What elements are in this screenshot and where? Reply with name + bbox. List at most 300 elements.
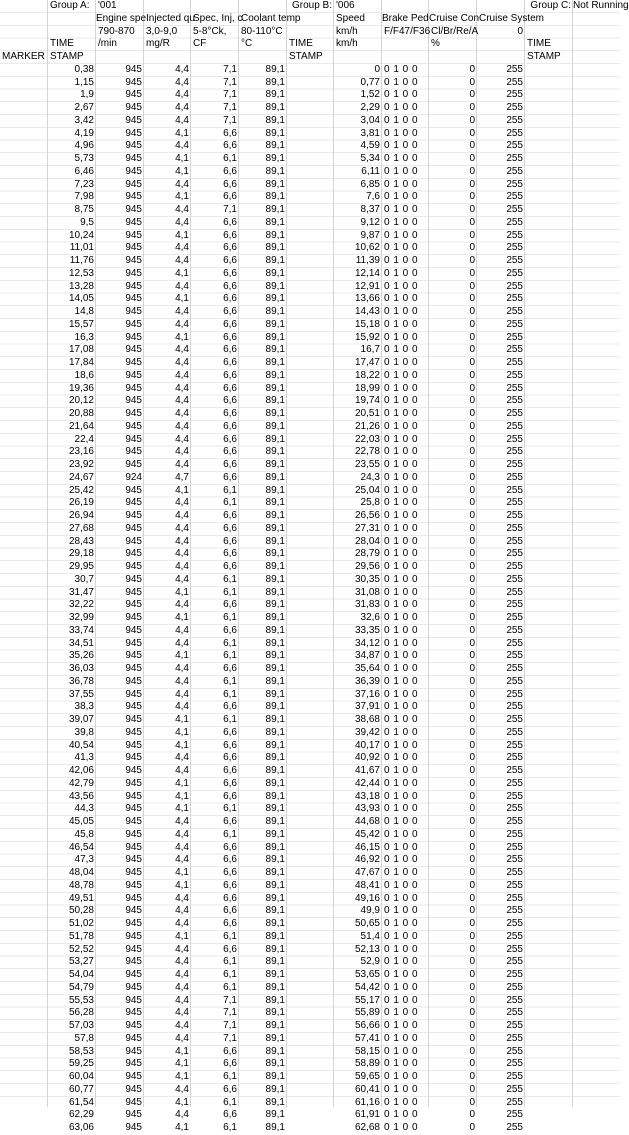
data-cell[interactable]: 4,4 — [175, 561, 189, 572]
data-cell[interactable]: 34,51 — [68, 637, 94, 649]
data-cell[interactable]: 4,4 — [175, 828, 189, 840]
data-cell[interactable]: 6,6 — [223, 943, 237, 955]
data-cell[interactable]: 4,1 — [175, 484, 189, 496]
data-cell[interactable]: 89,1 — [265, 1058, 285, 1070]
data-cell[interactable]: 7,23 — [74, 178, 94, 190]
data-cell[interactable]: 52,13 — [354, 943, 380, 955]
data-cell[interactable]: 255 — [506, 586, 523, 598]
data-cell[interactable]: 89,1 — [265, 981, 285, 993]
data-cell[interactable]: 0 1 0 0 — [384, 854, 419, 866]
data-cell[interactable]: 0 — [469, 714, 475, 725]
data-cell[interactable]: 41,3 — [74, 752, 94, 764]
data-cell[interactable]: 6,6 — [223, 471, 237, 483]
data-cell[interactable]: 0 1 0 0 — [384, 650, 419, 662]
data-cell[interactable]: 50,28 — [68, 905, 94, 917]
data-cell[interactable]: 255 — [506, 777, 523, 789]
data-cell[interactable]: 945 — [125, 433, 142, 445]
data-cell[interactable]: 0 1 0 0 — [384, 306, 419, 317]
data-cell[interactable]: 4,4 — [175, 114, 189, 126]
data-cell[interactable]: 0 — [469, 548, 475, 560]
header-cell[interactable]: TIME — [289, 38, 313, 50]
header-cell[interactable]: km/h — [336, 38, 358, 50]
data-cell[interactable]: 0 1 0 0 — [384, 535, 419, 547]
header-cell[interactable]: STAMP — [50, 51, 84, 62]
data-cell[interactable]: 27,31 — [354, 522, 380, 534]
data-cell[interactable]: 945 — [125, 816, 142, 827]
data-cell[interactable]: 0 — [469, 1109, 475, 1121]
data-cell[interactable]: 6,6 — [223, 535, 237, 547]
data-cell[interactable]: 0 — [469, 357, 475, 368]
data-cell[interactable]: 6,1 — [223, 650, 237, 662]
data-cell[interactable]: 6,6 — [223, 306, 237, 317]
data-cell[interactable]: 8,37 — [360, 204, 380, 215]
data-cell[interactable]: 4,4 — [175, 369, 189, 381]
data-cell[interactable]: 255 — [506, 765, 523, 776]
data-cell[interactable]: 22,4 — [74, 433, 94, 445]
data-cell[interactable]: 0 1 0 0 — [384, 318, 419, 330]
data-cell[interactable]: 0 1 0 0 — [384, 484, 419, 496]
data-cell[interactable]: 255 — [506, 994, 523, 1006]
header-cell[interactable]: % — [431, 38, 440, 50]
data-cell[interactable]: 4,4 — [175, 395, 189, 407]
data-cell[interactable]: 38,3 — [74, 701, 94, 713]
data-cell[interactable]: 255 — [506, 191, 523, 203]
data-cell[interactable]: 89,1 — [265, 484, 285, 496]
data-cell[interactable]: 32,6 — [360, 612, 380, 623]
data-cell[interactable]: 0 1 0 0 — [384, 790, 419, 802]
data-cell[interactable]: 89,1 — [265, 102, 285, 113]
data-cell[interactable]: 89,1 — [265, 344, 285, 356]
data-cell[interactable]: 0 1 0 0 — [384, 1045, 419, 1057]
data-cell[interactable]: 89,1 — [265, 535, 285, 547]
data-cell[interactable]: 255 — [506, 752, 523, 764]
data-cell[interactable]: 2,29 — [360, 102, 380, 113]
data-cell[interactable]: 15,57 — [68, 318, 94, 330]
data-cell[interactable]: 0 — [469, 701, 475, 713]
data-cell[interactable]: 43,18 — [354, 790, 380, 802]
data-cell[interactable]: 89,1 — [265, 255, 285, 266]
data-cell[interactable]: 945 — [125, 1032, 142, 1044]
data-cell[interactable]: 46,54 — [68, 841, 94, 853]
data-cell[interactable]: 0 — [469, 752, 475, 764]
data-cell[interactable]: 8,75 — [74, 204, 94, 215]
data-cell[interactable]: 945 — [125, 675, 142, 687]
data-cell[interactable]: 255 — [506, 344, 523, 356]
header-cell[interactable]: TIME — [50, 38, 74, 50]
data-cell[interactable]: 89,1 — [265, 994, 285, 1006]
data-cell[interactable]: 89,1 — [265, 867, 285, 878]
data-cell[interactable]: 0 1 0 0 — [384, 918, 419, 929]
data-cell[interactable]: 18,22 — [354, 369, 380, 381]
data-cell[interactable]: 4,4 — [175, 204, 189, 215]
data-cell[interactable]: 6,6 — [223, 918, 237, 929]
data-cell[interactable]: 255 — [506, 318, 523, 330]
data-cell[interactable]: 4,4 — [175, 752, 189, 764]
data-cell[interactable]: 89,1 — [265, 446, 285, 458]
data-cell[interactable]: 255 — [506, 165, 523, 177]
data-cell[interactable]: 45,05 — [68, 816, 94, 827]
data-cell[interactable]: 54,04 — [68, 969, 94, 980]
data-cell[interactable]: 34,12 — [354, 637, 380, 649]
data-cell[interactable]: 945 — [125, 1122, 142, 1133]
data-cell[interactable]: 7,1 — [223, 1007, 237, 1019]
data-cell[interactable]: 4,4 — [175, 688, 189, 700]
data-cell[interactable]: 945 — [125, 522, 142, 534]
data-cell[interactable]: 2,67 — [74, 102, 94, 113]
data-cell[interactable]: 6,6 — [223, 1083, 237, 1095]
data-cell[interactable]: 0 1 0 0 — [384, 1096, 419, 1108]
data-cell[interactable]: 6,1 — [223, 828, 237, 840]
data-cell[interactable]: 89,1 — [265, 433, 285, 445]
data-cell[interactable]: 4,1 — [175, 726, 189, 738]
data-cell[interactable]: 89,1 — [265, 637, 285, 649]
data-cell[interactable]: 0 1 0 0 — [384, 433, 419, 445]
data-cell[interactable]: 6,6 — [223, 395, 237, 407]
data-cell[interactable]: 0 — [469, 637, 475, 649]
data-cell[interactable]: 255 — [506, 280, 523, 292]
data-cell[interactable]: 89,1 — [265, 1109, 285, 1121]
data-cell[interactable]: 59,65 — [354, 1071, 380, 1082]
data-cell[interactable]: 6,85 — [360, 178, 380, 190]
data-cell[interactable]: 0 1 0 0 — [384, 777, 419, 789]
data-cell[interactable]: 4,4 — [175, 599, 189, 611]
data-cell[interactable]: 4,1 — [175, 1071, 189, 1082]
data-cell[interactable]: 1,52 — [360, 89, 380, 101]
data-cell[interactable]: 255 — [506, 63, 523, 75]
header-cell[interactable]: Cruise System — [479, 12, 545, 24]
data-cell[interactable]: 255 — [506, 408, 523, 419]
data-cell[interactable]: 0 1 0 0 — [384, 905, 419, 917]
data-cell[interactable]: 38,68 — [354, 714, 380, 725]
data-cell[interactable]: 0 — [469, 267, 475, 279]
data-cell[interactable]: 89,1 — [265, 1020, 285, 1031]
data-cell[interactable]: 41,67 — [354, 765, 380, 776]
data-cell[interactable]: 22,78 — [354, 446, 380, 458]
data-cell[interactable]: 255 — [506, 433, 523, 445]
header-cell[interactable]: °C — [241, 38, 253, 50]
data-cell[interactable]: 945 — [125, 918, 142, 929]
data-cell[interactable]: 25,04 — [354, 484, 380, 496]
data-cell[interactable]: 9,12 — [360, 216, 380, 228]
data-cell[interactable]: 4,1 — [175, 293, 189, 305]
data-cell[interactable]: 27,68 — [68, 522, 94, 534]
header-cell[interactable]: mg/R — [146, 38, 170, 50]
data-cell[interactable]: 4,1 — [175, 229, 189, 241]
header-cell[interactable]: CF — [193, 38, 207, 50]
data-cell[interactable]: 55,89 — [354, 1007, 380, 1019]
data-cell[interactable]: 4,4 — [175, 573, 189, 585]
data-cell[interactable]: 0 1 0 0 — [384, 828, 419, 840]
data-cell[interactable]: 255 — [506, 675, 523, 687]
data-cell[interactable]: 22,03 — [354, 433, 380, 445]
data-cell[interactable]: 0 — [469, 930, 475, 942]
header-cell[interactable]: Cruise Con — [429, 12, 480, 24]
data-cell[interactable]: 89,1 — [265, 216, 285, 228]
data-cell[interactable]: 20,88 — [68, 408, 94, 419]
data-cell[interactable]: 0 — [469, 497, 475, 509]
data-cell[interactable]: 255 — [506, 688, 523, 700]
data-cell[interactable]: 0 — [469, 1083, 475, 1095]
data-cell[interactable]: 4,4 — [175, 497, 189, 509]
data-cell[interactable]: 0 — [469, 420, 475, 432]
data-cell[interactable]: 6,6 — [223, 318, 237, 330]
data-cell[interactable]: 20,12 — [68, 395, 94, 407]
data-cell[interactable]: 0 1 0 0 — [384, 63, 419, 75]
data-cell[interactable]: 945 — [125, 599, 142, 611]
data-cell[interactable]: 0 1 0 0 — [384, 688, 419, 700]
data-cell[interactable]: 255 — [506, 905, 523, 917]
data-cell[interactable]: 49,9 — [360, 905, 380, 917]
data-cell[interactable]: 255 — [506, 1083, 523, 1095]
data-cell[interactable]: 11,39 — [355, 255, 380, 266]
data-cell[interactable]: 0 1 0 0 — [384, 930, 419, 942]
data-cell[interactable]: 10,62 — [354, 242, 380, 254]
data-cell[interactable]: 4,4 — [175, 765, 189, 776]
data-cell[interactable]: 26,19 — [68, 497, 94, 509]
data-cell[interactable]: 4,4 — [175, 357, 189, 368]
header-cell[interactable]: Not Running — [573, 0, 629, 11]
data-cell[interactable]: 255 — [506, 981, 523, 993]
data-cell[interactable]: 945 — [125, 841, 142, 853]
data-cell[interactable]: 945 — [125, 765, 142, 776]
data-cell[interactable]: 0 — [469, 1020, 475, 1031]
data-cell[interactable]: 0 1 0 0 — [384, 956, 419, 968]
data-cell[interactable]: 4,4 — [175, 675, 189, 687]
data-cell[interactable]: 6,1 — [223, 714, 237, 725]
data-cell[interactable]: 6,6 — [223, 816, 237, 827]
header-cell[interactable]: 790-870 — [98, 25, 135, 37]
data-cell[interactable]: 0 — [469, 191, 475, 203]
data-cell[interactable]: 6,1 — [223, 956, 237, 968]
data-cell[interactable]: 4,4 — [175, 89, 189, 101]
data-cell[interactable]: 0 — [469, 446, 475, 458]
data-cell[interactable]: 0 — [469, 879, 475, 891]
data-cell[interactable]: 6,6 — [223, 165, 237, 177]
data-cell[interactable]: 4,4 — [175, 624, 189, 636]
data-cell[interactable]: 89,1 — [265, 382, 285, 394]
data-cell[interactable]: 255 — [506, 726, 523, 738]
data-cell[interactable]: 4,4 — [175, 459, 189, 470]
data-cell[interactable]: 89,1 — [265, 497, 285, 509]
data-cell[interactable]: 945 — [125, 382, 142, 394]
data-cell[interactable]: 46,15 — [354, 841, 380, 853]
data-cell[interactable]: 17,84 — [68, 357, 94, 368]
data-cell[interactable]: 42,44 — [354, 777, 380, 789]
data-cell[interactable]: 62,29 — [68, 1109, 94, 1121]
data-cell[interactable]: 255 — [506, 1122, 523, 1133]
data-cell[interactable]: 0 1 0 0 — [384, 701, 419, 713]
data-cell[interactable]: 0 1 0 0 — [384, 663, 419, 674]
data-cell[interactable]: 945 — [125, 1083, 142, 1095]
data-cell[interactable]: 0 — [469, 599, 475, 611]
data-cell[interactable]: 40,17 — [354, 739, 380, 751]
data-cell[interactable]: 19,36 — [68, 382, 94, 394]
data-cell[interactable]: 7,1 — [223, 102, 237, 113]
data-cell[interactable]: 945 — [125, 229, 142, 241]
data-cell[interactable]: 6,6 — [223, 561, 237, 572]
data-cell[interactable]: 255 — [506, 306, 523, 317]
data-cell[interactable]: 12,53 — [68, 267, 94, 279]
data-cell[interactable]: 255 — [506, 816, 523, 827]
data-cell[interactable]: 0 1 0 0 — [384, 89, 419, 101]
data-cell[interactable]: 945 — [125, 127, 142, 139]
data-cell[interactable]: 4,4 — [175, 701, 189, 713]
data-cell[interactable]: 25,42 — [68, 484, 94, 496]
data-cell[interactable]: 89,1 — [265, 803, 285, 815]
data-cell[interactable]: 0 1 0 0 — [384, 255, 419, 266]
data-cell[interactable]: 945 — [125, 854, 142, 866]
data-cell[interactable]: 255 — [506, 956, 523, 968]
data-cell[interactable]: 6,1 — [223, 1096, 237, 1108]
data-cell[interactable]: 0 — [469, 408, 475, 419]
data-cell[interactable]: 0 — [469, 1058, 475, 1070]
data-cell[interactable]: 89,1 — [265, 204, 285, 215]
data-cell[interactable]: 7,1 — [223, 204, 237, 215]
data-cell[interactable]: 0 1 0 0 — [384, 459, 419, 470]
data-cell[interactable]: 0 — [469, 229, 475, 241]
data-cell[interactable]: 4,1 — [175, 879, 189, 891]
data-cell[interactable]: 7,1 — [223, 76, 237, 88]
data-cell[interactable]: 89,1 — [265, 280, 285, 292]
data-cell[interactable]: 13,66 — [354, 293, 380, 305]
data-cell[interactable]: 255 — [506, 599, 523, 611]
data-cell[interactable]: 0 — [469, 102, 475, 113]
data-cell[interactable]: 0 1 0 0 — [384, 471, 419, 483]
header-cell[interactable]: MARKER — [2, 51, 45, 62]
data-cell[interactable]: 54,79 — [68, 981, 94, 993]
data-cell[interactable]: 6,6 — [223, 369, 237, 381]
data-cell[interactable]: 0 — [469, 76, 475, 88]
data-cell[interactable]: 0 1 0 0 — [384, 841, 419, 853]
data-cell[interactable]: 58,89 — [354, 1058, 380, 1070]
data-cell[interactable]: 0 — [469, 114, 475, 126]
data-cell[interactable]: 51,78 — [68, 930, 94, 942]
data-cell[interactable]: 0 1 0 0 — [384, 816, 419, 827]
data-cell[interactable]: 255 — [506, 255, 523, 266]
data-cell[interactable]: 945 — [125, 637, 142, 649]
data-cell[interactable]: 255 — [506, 943, 523, 955]
data-cell[interactable]: 33,74 — [68, 624, 94, 636]
data-cell[interactable]: 6,6 — [223, 663, 237, 674]
header-cell[interactable]: Brake Ped — [382, 12, 429, 24]
header-cell[interactable]: Group B: — [291, 0, 332, 11]
data-cell[interactable]: 6,1 — [223, 573, 237, 585]
data-cell[interactable]: 4,4 — [175, 216, 189, 228]
header-cell[interactable]: 80-110°C — [241, 25, 283, 37]
data-cell[interactable]: 89,1 — [265, 1071, 285, 1082]
data-cell[interactable]: 60,41 — [354, 1083, 380, 1095]
data-cell[interactable]: 0 1 0 0 — [384, 420, 419, 432]
data-cell[interactable]: 4,4 — [175, 306, 189, 317]
data-cell[interactable]: 6,6 — [223, 1045, 237, 1057]
data-cell[interactable]: 0 1 0 0 — [384, 726, 419, 738]
data-cell[interactable]: 4,4 — [175, 535, 189, 547]
data-cell[interactable]: 255 — [506, 624, 523, 636]
data-cell[interactable]: 40,92 — [354, 752, 380, 764]
data-cell[interactable]: 28,79 — [354, 548, 380, 560]
data-cell[interactable]: 0 — [469, 471, 475, 483]
data-cell[interactable]: 89,1 — [265, 663, 285, 674]
data-cell[interactable]: 6,6 — [223, 140, 237, 152]
data-cell[interactable]: 0 1 0 0 — [384, 408, 419, 419]
data-cell[interactable]: 4,4 — [175, 344, 189, 356]
data-cell[interactable]: 255 — [506, 561, 523, 572]
data-cell[interactable]: 54,42 — [354, 981, 380, 993]
data-cell[interactable]: 6,11 — [361, 165, 380, 177]
data-cell[interactable]: 7,6 — [366, 191, 380, 203]
data-cell[interactable]: 89,1 — [265, 1045, 285, 1057]
data-cell[interactable]: 0 1 0 0 — [384, 969, 419, 980]
data-cell[interactable]: 0 — [469, 1007, 475, 1019]
data-cell[interactable]: 29,95 — [68, 561, 94, 572]
data-cell[interactable]: 35,26 — [68, 650, 94, 662]
data-cell[interactable]: 23,16 — [68, 446, 94, 458]
data-cell[interactable]: 0 — [469, 956, 475, 968]
data-cell[interactable]: 24,67 — [68, 471, 94, 483]
data-cell[interactable]: 255 — [506, 127, 523, 139]
data-cell[interactable]: 0 1 0 0 — [384, 204, 419, 215]
data-cell[interactable]: 945 — [125, 535, 142, 547]
data-cell[interactable]: 0 — [469, 994, 475, 1006]
data-cell[interactable]: 57,03 — [68, 1020, 94, 1031]
data-cell[interactable]: 945 — [125, 1020, 142, 1031]
data-cell[interactable]: 0 — [469, 255, 475, 266]
data-cell[interactable]: 945 — [125, 1096, 142, 1108]
data-cell[interactable]: 4,4 — [175, 280, 189, 292]
data-cell[interactable]: 6,1 — [223, 637, 237, 649]
data-cell[interactable]: 255 — [506, 76, 523, 88]
data-cell[interactable]: 945 — [125, 663, 142, 674]
data-cell[interactable]: 7,1 — [223, 1032, 237, 1044]
data-cell[interactable]: 89,1 — [265, 1032, 285, 1044]
data-cell[interactable]: 14,8 — [74, 306, 94, 317]
data-cell[interactable]: 0 1 0 0 — [384, 76, 419, 88]
data-cell[interactable]: 0 1 0 0 — [384, 714, 419, 725]
data-cell[interactable]: 255 — [506, 573, 523, 585]
data-cell[interactable]: 3,42 — [74, 114, 94, 126]
data-cell[interactable]: 4,4 — [175, 854, 189, 866]
data-cell[interactable]: 6,6 — [223, 624, 237, 636]
data-cell[interactable]: 255 — [506, 841, 523, 853]
data-cell[interactable]: 945 — [125, 369, 142, 381]
data-cell[interactable]: 0 1 0 0 — [384, 624, 419, 636]
data-cell[interactable]: 18,6 — [74, 369, 94, 381]
data-cell[interactable]: 89,1 — [265, 510, 285, 521]
data-cell[interactable]: 945 — [125, 969, 142, 980]
data-cell[interactable]: 255 — [506, 535, 523, 547]
data-cell[interactable]: 6,1 — [223, 497, 237, 509]
data-cell[interactable]: 31,08 — [354, 586, 380, 598]
data-cell[interactable]: 89,1 — [265, 293, 285, 305]
data-cell[interactable]: 89,1 — [265, 165, 285, 177]
data-cell[interactable]: 945 — [125, 102, 142, 113]
data-cell[interactable]: 89,1 — [265, 267, 285, 279]
data-cell[interactable]: 89,1 — [265, 943, 285, 955]
data-cell[interactable]: 4,4 — [175, 408, 189, 419]
data-cell[interactable]: 0 — [469, 382, 475, 394]
data-cell[interactable]: 89,1 — [265, 828, 285, 840]
data-cell[interactable]: 945 — [125, 790, 142, 802]
data-cell[interactable]: 0 1 0 0 — [384, 178, 419, 190]
data-cell[interactable]: 0 1 0 0 — [384, 267, 419, 279]
data-cell[interactable]: 62,68 — [354, 1122, 380, 1133]
data-cell[interactable]: 6,6 — [223, 433, 237, 445]
data-cell[interactable]: 48,78 — [68, 879, 94, 891]
data-cell[interactable]: 4,1 — [175, 777, 189, 789]
data-cell[interactable]: 29,18 — [68, 548, 94, 560]
data-cell[interactable]: 945 — [125, 828, 142, 840]
data-cell[interactable]: 0 — [469, 918, 475, 929]
